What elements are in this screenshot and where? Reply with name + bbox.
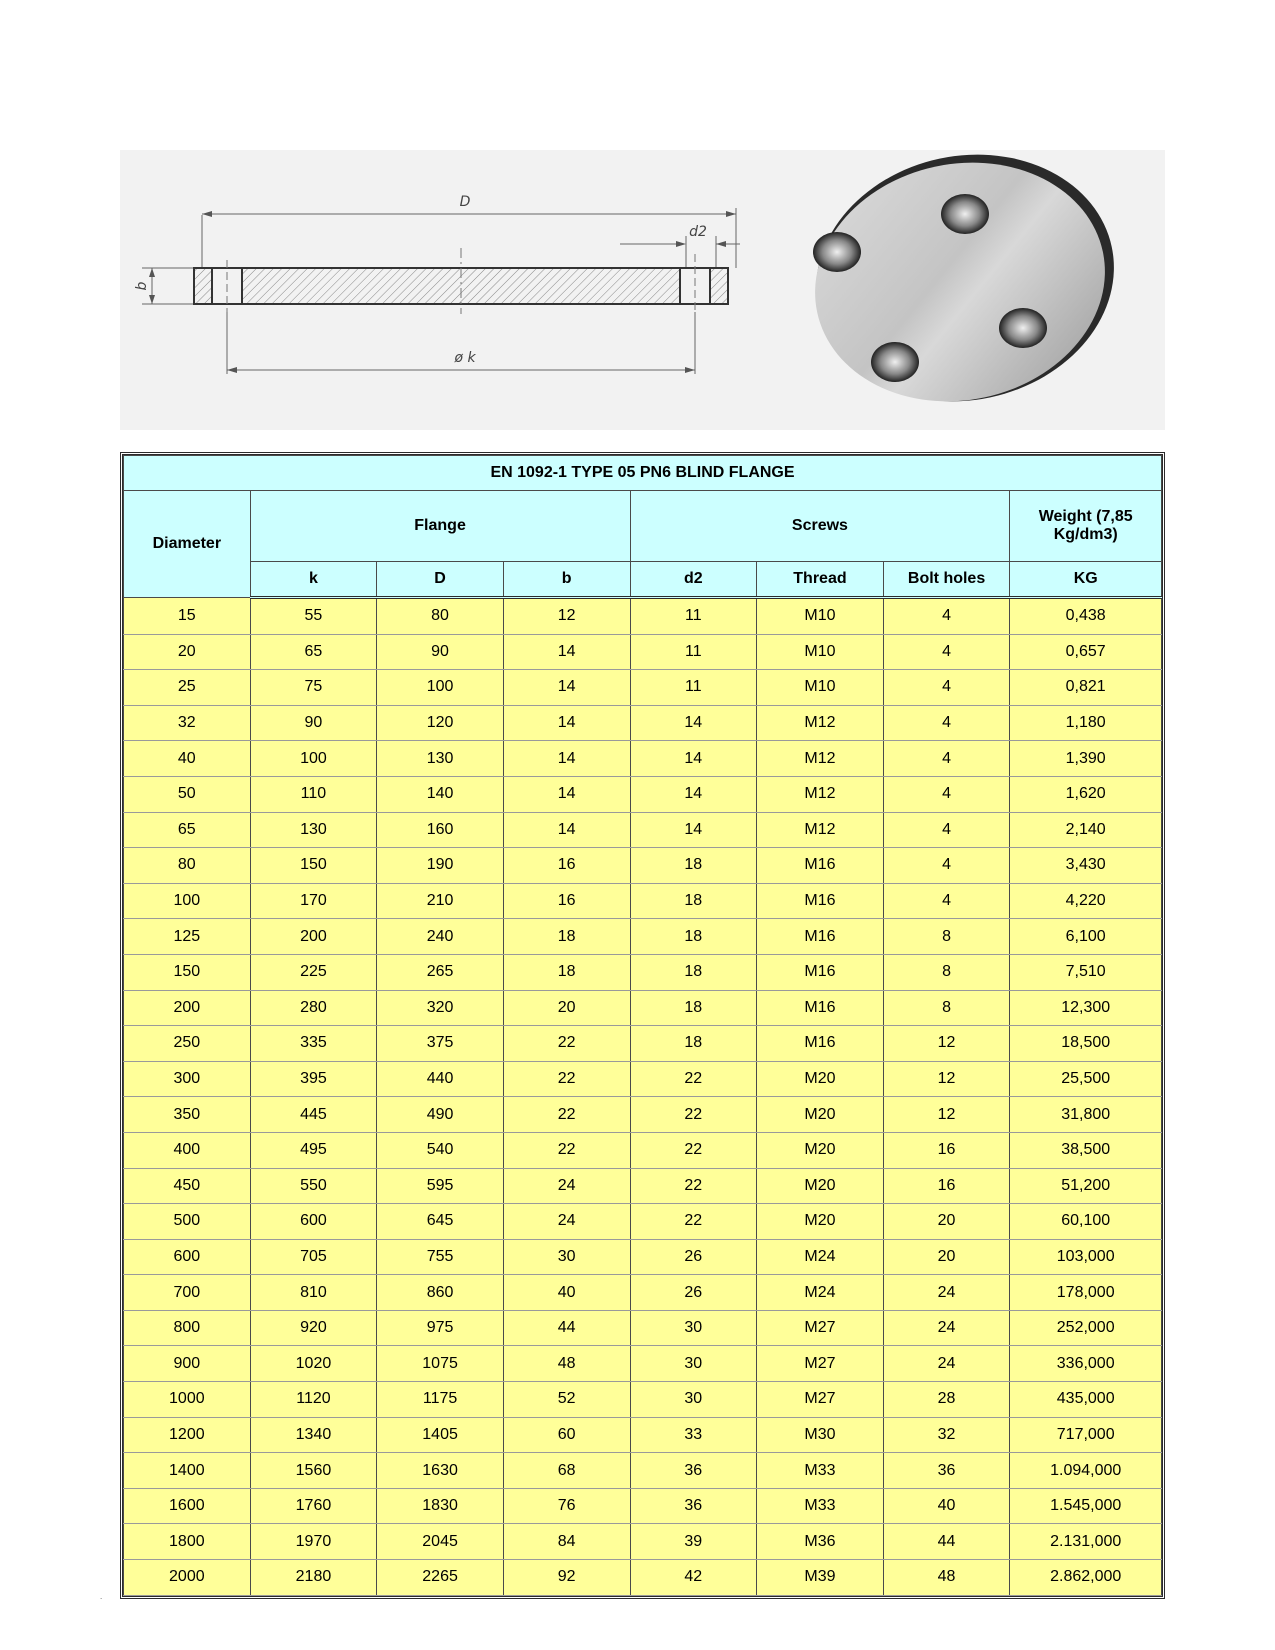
table-cell: 14 (503, 812, 630, 848)
table-cell: 25 (124, 670, 251, 706)
table-cell: 12 (883, 1097, 1010, 1133)
header-D: D (377, 562, 504, 598)
table-cell: M24 (757, 1239, 884, 1275)
table-cell: 3,430 (1010, 848, 1162, 884)
table-cell: 44 (503, 1310, 630, 1346)
table-cell: 300 (124, 1061, 251, 1097)
table-cell: M20 (757, 1132, 884, 1168)
table-cell: 2045 (377, 1524, 504, 1560)
table-cell: 68 (503, 1453, 630, 1489)
table-cell: 900 (124, 1346, 251, 1382)
table-cell: M20 (757, 1204, 884, 1240)
table-cell: 490 (377, 1097, 504, 1133)
table-row (124, 990, 1162, 1026)
table-cell: 2265 (377, 1560, 504, 1596)
table-cell: 4 (883, 848, 1010, 884)
table-cell: M12 (757, 776, 884, 812)
table-row (124, 705, 1162, 741)
table-cell: 130 (377, 741, 504, 777)
table-cell: 75 (250, 670, 377, 706)
table-row (124, 634, 1162, 670)
table-cell: 150 (250, 848, 377, 884)
table-cell: 20 (883, 1239, 1010, 1275)
table-row (124, 1417, 1162, 1453)
table-cell: 14 (503, 776, 630, 812)
table-cell: 24 (883, 1346, 1010, 1382)
table-cell: 500 (124, 1204, 251, 1240)
table-cell: M16 (757, 954, 884, 990)
table-cell: 28 (883, 1382, 1010, 1418)
table-cell: 8 (883, 954, 1010, 990)
table-cell: M30 (757, 1417, 884, 1453)
table-cell: 4 (883, 776, 1010, 812)
table-cell: 16 (503, 848, 630, 884)
table-cell: 1075 (377, 1346, 504, 1382)
table-cell: 2180 (250, 1560, 377, 1596)
label-d2: d2 (689, 224, 707, 240)
table-row (124, 1524, 1162, 1560)
table-cell: 14 (630, 705, 757, 741)
table-cell: 18,500 (1010, 1026, 1162, 1062)
table-cell: 24 (503, 1204, 630, 1240)
label-b: b (134, 281, 150, 291)
table-cell: 40 (503, 1275, 630, 1311)
table-row (124, 1346, 1162, 1382)
table-cell: 38,500 (1010, 1132, 1162, 1168)
table-cell: 1.545,000 (1010, 1488, 1162, 1524)
header-thread: Thread (757, 562, 884, 598)
table-row (124, 1382, 1162, 1418)
label-k: ø k (454, 350, 476, 366)
table-cell: 1200 (124, 1417, 251, 1453)
table-cell: 400 (124, 1132, 251, 1168)
header-weight: Weight (7,85 Kg/dm3) (1010, 491, 1162, 562)
table-cell: 16 (883, 1168, 1010, 1204)
table-cell: 22 (503, 1097, 630, 1133)
blind-flange-photo (805, 150, 1145, 430)
table-cell: 1760 (250, 1488, 377, 1524)
table-cell: 14 (503, 634, 630, 670)
table-cell: 76 (503, 1488, 630, 1524)
table-cell: 26 (630, 1275, 757, 1311)
table-cell: 320 (377, 990, 504, 1026)
table-cell: 160 (377, 812, 504, 848)
table-cell: 50 (124, 776, 251, 812)
table-cell: 100 (250, 741, 377, 777)
table-cell: 60,100 (1010, 1204, 1162, 1240)
table-cell: 440 (377, 1061, 504, 1097)
table-cell: 1800 (124, 1524, 251, 1560)
table-cell: M27 (757, 1382, 884, 1418)
table-cell: 100 (124, 883, 251, 919)
table-cell: 1,390 (1010, 741, 1162, 777)
table-cell: 705 (250, 1239, 377, 1275)
table-row (124, 812, 1162, 848)
table-row (124, 1026, 1162, 1062)
table-cell: 2.131,000 (1010, 1524, 1162, 1560)
page-mark: . (100, 1592, 103, 1601)
table-cell: 52 (503, 1382, 630, 1418)
table-cell: 860 (377, 1275, 504, 1311)
table-cell: 1340 (250, 1417, 377, 1453)
table-cell: 0,821 (1010, 670, 1162, 706)
table-cell: 1405 (377, 1417, 504, 1453)
table-cell: 12 (883, 1061, 1010, 1097)
table-cell: 1120 (250, 1382, 377, 1418)
table-cell: 1830 (377, 1488, 504, 1524)
table-cell: 600 (124, 1239, 251, 1275)
table-cell: M39 (757, 1560, 884, 1596)
table-cell: 435,000 (1010, 1382, 1162, 1418)
table-row (124, 1132, 1162, 1168)
table-cell: 42 (630, 1560, 757, 1596)
table-cell: 14 (503, 705, 630, 741)
table-cell: 550 (250, 1168, 377, 1204)
table-cell: 22 (630, 1097, 757, 1133)
table-cell: 16 (883, 1132, 1010, 1168)
table-cell: 24 (883, 1310, 1010, 1346)
table-cell: 22 (503, 1061, 630, 1097)
table-cell: 22 (630, 1168, 757, 1204)
table-cell: 32 (883, 1417, 1010, 1453)
table-row (124, 954, 1162, 990)
table-cell: 14 (630, 776, 757, 812)
header-diameter: Diameter (124, 491, 251, 598)
table-cell: 350 (124, 1097, 251, 1133)
table-cell: 4 (883, 741, 1010, 777)
table-cell: M36 (757, 1524, 884, 1560)
table-cell: 48 (503, 1346, 630, 1382)
table-row (124, 1488, 1162, 1524)
table-cell: 48 (883, 1560, 1010, 1596)
table-cell: 265 (377, 954, 504, 990)
table-cell: 110 (250, 776, 377, 812)
table-cell: 80 (377, 598, 504, 635)
table-cell: 22 (630, 1132, 757, 1168)
table-cell: M12 (757, 741, 884, 777)
table-cell: 36 (630, 1453, 757, 1489)
table-cell: 975 (377, 1310, 504, 1346)
table-cell: 11 (630, 634, 757, 670)
table-cell: M20 (757, 1061, 884, 1097)
table-cell: 717,000 (1010, 1417, 1162, 1453)
table-cell: 4 (883, 883, 1010, 919)
figure-area (120, 150, 1165, 430)
table-row (124, 741, 1162, 777)
table-cell: 18 (630, 919, 757, 955)
header-b: b (503, 562, 630, 598)
table-cell: 1.094,000 (1010, 1453, 1162, 1489)
table-cell: M12 (757, 705, 884, 741)
table-cell: 1400 (124, 1453, 251, 1489)
table-cell: 30 (630, 1346, 757, 1382)
table-cell: 84 (503, 1524, 630, 1560)
table-row (124, 1239, 1162, 1275)
table-cell: 1,180 (1010, 705, 1162, 741)
table-cell: 22 (630, 1204, 757, 1240)
table-cell: 65 (124, 812, 251, 848)
table-cell: M24 (757, 1275, 884, 1311)
table-cell: 92 (503, 1560, 630, 1596)
table-cell: 12,300 (1010, 990, 1162, 1026)
table-cell: 14 (630, 741, 757, 777)
table-cell: 445 (250, 1097, 377, 1133)
table-cell: 22 (503, 1026, 630, 1062)
table-cell: M10 (757, 598, 884, 635)
table-cell: 1560 (250, 1453, 377, 1489)
label-D: D (459, 194, 471, 210)
table-cell: 4,220 (1010, 883, 1162, 919)
table-cell: 280 (250, 990, 377, 1026)
table-cell: M16 (757, 990, 884, 1026)
table-cell: 31,800 (1010, 1097, 1162, 1133)
table-cell: 22 (503, 1132, 630, 1168)
table-cell: 24 (503, 1168, 630, 1204)
table-cell: 645 (377, 1204, 504, 1240)
table-cell: 40 (883, 1488, 1010, 1524)
table-row (124, 919, 1162, 955)
table-cell: 150 (124, 954, 251, 990)
table-cell: M27 (757, 1310, 884, 1346)
table-cell: 1630 (377, 1453, 504, 1489)
table-cell: 14 (503, 670, 630, 706)
table-cell: 2,140 (1010, 812, 1162, 848)
table-cell: 16 (503, 883, 630, 919)
table-row (124, 848, 1162, 884)
table-cell: 20 (124, 634, 251, 670)
table-cell: 15 (124, 598, 251, 635)
table-cell: 103,000 (1010, 1239, 1162, 1275)
table-cell: M16 (757, 848, 884, 884)
table-cell: 1000 (124, 1382, 251, 1418)
table-cell: 20 (503, 990, 630, 1026)
table-cell: 32 (124, 705, 251, 741)
table-cell: 39 (630, 1524, 757, 1560)
table-row (124, 1275, 1162, 1311)
table-cell: 1600 (124, 1488, 251, 1524)
table-cell: 252,000 (1010, 1310, 1162, 1346)
table-cell: 1020 (250, 1346, 377, 1382)
table-cell: 130 (250, 812, 377, 848)
table-cell: M20 (757, 1097, 884, 1133)
table-cell: 11 (630, 598, 757, 635)
table-cell: 810 (250, 1275, 377, 1311)
table-cell: M33 (757, 1488, 884, 1524)
table-cell: 24 (883, 1275, 1010, 1311)
flange-section-drawing (120, 150, 780, 430)
table-cell: 250 (124, 1026, 251, 1062)
table-body (124, 598, 1162, 1596)
table-cell: 140 (377, 776, 504, 812)
table-cell: 8 (883, 990, 1010, 1026)
table-row (124, 1061, 1162, 1097)
table-cell: 33 (630, 1417, 757, 1453)
table-row (124, 1097, 1162, 1133)
table-cell: 25,500 (1010, 1061, 1162, 1097)
table-cell: 12 (503, 598, 630, 635)
table-cell: 600 (250, 1204, 377, 1240)
table-cell: 2.862,000 (1010, 1560, 1162, 1596)
table-cell: 920 (250, 1310, 377, 1346)
table-cell: 200 (124, 990, 251, 1026)
table-cell: M27 (757, 1346, 884, 1382)
table-cell: 1970 (250, 1524, 377, 1560)
table-cell: M16 (757, 919, 884, 955)
table-cell: M10 (757, 634, 884, 670)
table-cell: 395 (250, 1061, 377, 1097)
table-cell: 30 (503, 1239, 630, 1275)
table-cell: 11 (630, 670, 757, 706)
flange-table (120, 452, 1165, 1599)
table-cell: M16 (757, 1026, 884, 1062)
table-cell: 14 (630, 812, 757, 848)
table-cell: M16 (757, 883, 884, 919)
table-row (124, 1560, 1162, 1596)
table-cell: 4 (883, 705, 1010, 741)
table-cell: 335 (250, 1026, 377, 1062)
table-cell: 0,657 (1010, 634, 1162, 670)
header-d2: d2 (630, 562, 757, 598)
table-row (124, 1168, 1162, 1204)
table-cell: 4 (883, 812, 1010, 848)
table-cell: 200 (250, 919, 377, 955)
table-cell: 55 (250, 598, 377, 635)
table-cell: 60 (503, 1417, 630, 1453)
table-cell: 18 (630, 990, 757, 1026)
header-kg: KG (1010, 562, 1162, 598)
table-cell: 700 (124, 1275, 251, 1311)
table-cell: 20 (883, 1204, 1010, 1240)
table-cell: 595 (377, 1168, 504, 1204)
table-cell: 80 (124, 848, 251, 884)
table-cell: 65 (250, 634, 377, 670)
table-title: EN 1092-1 TYPE 05 PN6 BLIND FLANGE (124, 456, 1162, 491)
table-cell: 8 (883, 919, 1010, 955)
table-cell: 44 (883, 1524, 1010, 1560)
table-cell: 225 (250, 954, 377, 990)
table-row (124, 1310, 1162, 1346)
table-cell: M12 (757, 812, 884, 848)
table-cell: 18 (630, 954, 757, 990)
table-cell: 18 (630, 848, 757, 884)
table-cell: 90 (377, 634, 504, 670)
table-cell: 336,000 (1010, 1346, 1162, 1382)
table-cell: 375 (377, 1026, 504, 1062)
header-screws: Screws (630, 491, 1010, 562)
table-cell: 755 (377, 1239, 504, 1275)
table-cell: 18 (503, 919, 630, 955)
header-flange: Flange (250, 491, 630, 562)
table-row (124, 670, 1162, 706)
table-cell: 540 (377, 1132, 504, 1168)
table-cell: M10 (757, 670, 884, 706)
table-cell: 1175 (377, 1382, 504, 1418)
header-k: k (250, 562, 377, 598)
table-cell: 495 (250, 1132, 377, 1168)
table-cell: 450 (124, 1168, 251, 1204)
table-cell: 36 (630, 1488, 757, 1524)
table-cell: M20 (757, 1168, 884, 1204)
table-cell: 6,100 (1010, 919, 1162, 955)
table-cell: 178,000 (1010, 1275, 1162, 1311)
table-cell: 12 (883, 1026, 1010, 1062)
table-cell: 30 (630, 1310, 757, 1346)
table-cell: 40 (124, 741, 251, 777)
table-cell: 125 (124, 919, 251, 955)
table-cell: 18 (503, 954, 630, 990)
table-cell: 4 (883, 634, 1010, 670)
table-row (124, 776, 1162, 812)
table-cell: 210 (377, 883, 504, 919)
header-bolt-holes: Bolt holes (883, 562, 1010, 598)
table-row (124, 1204, 1162, 1240)
table-cell: 170 (250, 883, 377, 919)
table-cell: 120 (377, 705, 504, 741)
table-cell: 0,438 (1010, 598, 1162, 635)
table-cell: 22 (630, 1061, 757, 1097)
table-row (124, 598, 1162, 635)
table-cell: 18 (630, 883, 757, 919)
table-cell: 36 (883, 1453, 1010, 1489)
table-cell: 4 (883, 670, 1010, 706)
table-cell: 14 (503, 741, 630, 777)
table-cell: 800 (124, 1310, 251, 1346)
table-cell: M33 (757, 1453, 884, 1489)
table-cell: 190 (377, 848, 504, 884)
table-cell: 51,200 (1010, 1168, 1162, 1204)
table-cell: 240 (377, 919, 504, 955)
table-cell: 18 (630, 1026, 757, 1062)
table-cell: 90 (250, 705, 377, 741)
table-row (124, 883, 1162, 919)
table-row (124, 1453, 1162, 1489)
table-cell: 1,620 (1010, 776, 1162, 812)
table-cell: 2000 (124, 1560, 251, 1596)
table-cell: 30 (630, 1382, 757, 1418)
table-cell: 7,510 (1010, 954, 1162, 990)
table-cell: 26 (630, 1239, 757, 1275)
table-cell: 4 (883, 598, 1010, 635)
table-cell: 100 (377, 670, 504, 706)
